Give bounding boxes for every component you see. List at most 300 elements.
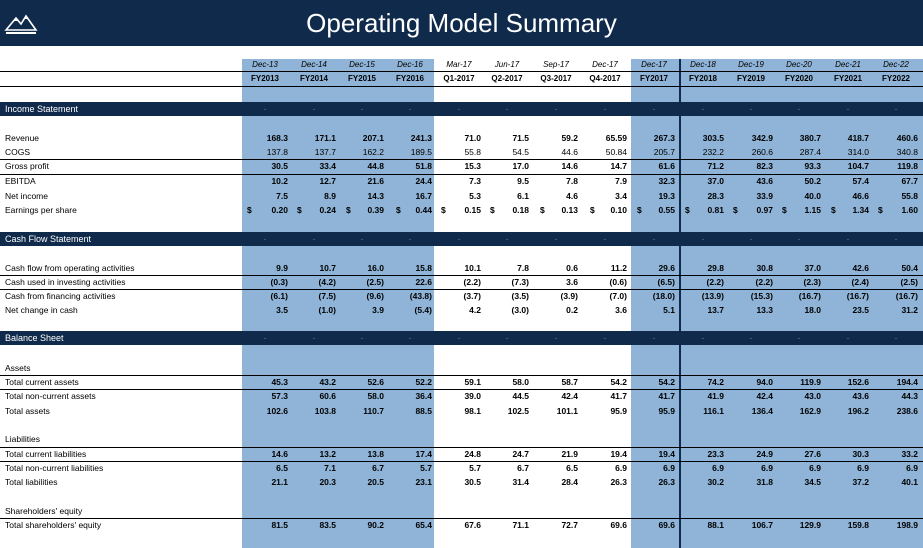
value-cell: (6.1) — [270, 291, 288, 301]
value-cell: 30.8 — [756, 263, 773, 273]
value-cell: 238.6 — [896, 406, 918, 416]
value-cell: 7.8 — [566, 176, 578, 186]
row-label: COGS — [5, 147, 31, 157]
column-date-header: Dec-16 — [397, 60, 423, 69]
band-placeholder: - — [457, 333, 461, 343]
value-cell: (0.6) — [609, 277, 627, 287]
value-cell: 7.8 — [517, 263, 529, 273]
value-cell: 18.0 — [804, 305, 821, 315]
column-period-header: FY2014 — [299, 74, 329, 83]
currency-symbol: $ — [685, 205, 690, 215]
value-cell: 30.5 — [271, 161, 288, 171]
band-placeholder: - — [894, 234, 898, 244]
value-cell: 30.5 — [464, 477, 481, 487]
value-cell: 27.6 — [804, 449, 821, 459]
row-divider — [0, 159, 923, 160]
section-title: Balance Sheet — [5, 333, 64, 343]
band-placeholder: - — [554, 333, 558, 343]
band-placeholder: - — [701, 333, 705, 343]
value-cell: 30.3 — [852, 449, 869, 459]
value-cell: 0.24 — [319, 205, 336, 215]
value-cell: 4.6 — [566, 191, 578, 201]
value-cell: (2.2) — [755, 277, 773, 287]
value-cell: 24.8 — [464, 449, 481, 459]
row-label: Net change in cash — [5, 305, 78, 315]
currency-symbol: $ — [346, 205, 351, 215]
row-divider — [0, 389, 923, 390]
value-cell: 171.1 — [314, 133, 336, 143]
band-placeholder: - — [894, 333, 898, 343]
value-cell: 3.6 — [566, 277, 578, 287]
band-placeholder: - — [652, 333, 656, 343]
value-cell: (0.3) — [270, 277, 288, 287]
value-cell: 6.9 — [906, 463, 918, 473]
band-placeholder: - — [894, 104, 898, 114]
value-cell: (2.2) — [706, 277, 724, 287]
value-cell: 101.1 — [556, 406, 578, 416]
value-cell: 30.2 — [707, 477, 724, 487]
value-cell: 41.9 — [707, 391, 724, 401]
value-cell: 207.1 — [362, 133, 384, 143]
section-band — [0, 102, 923, 116]
column-period-header: Q4-2017 — [589, 74, 621, 83]
column-date-header: Dec-20 — [786, 60, 812, 69]
value-cell: 28.4 — [561, 477, 578, 487]
group-heading: Liabilities — [5, 434, 40, 444]
value-cell: 23.5 — [852, 305, 869, 315]
value-cell: 0.39 — [367, 205, 384, 215]
column-period-header: FY2022 — [881, 74, 911, 83]
value-cell: 44.3 — [901, 391, 918, 401]
value-cell: 104.7 — [847, 161, 869, 171]
value-cell: 58.7 — [561, 377, 578, 387]
value-cell: (7.5) — [318, 291, 336, 301]
row-label: Total liabilities — [5, 477, 58, 487]
band-placeholder: - — [263, 333, 267, 343]
value-cell: 31.4 — [512, 477, 529, 487]
row-divider — [0, 174, 923, 175]
value-cell: 6.5 — [566, 463, 578, 473]
band-placeholder: - — [846, 234, 850, 244]
group-heading: Assets — [5, 363, 31, 373]
row-divider — [0, 289, 923, 290]
value-cell: (16.7) — [895, 291, 918, 301]
value-cell: 61.6 — [658, 161, 675, 171]
value-cell: 40.0 — [804, 191, 821, 201]
value-cell: 37.0 — [804, 263, 821, 273]
column-period-header: FY2019 — [736, 74, 766, 83]
value-cell: 95.9 — [658, 406, 675, 416]
value-cell: 69.6 — [610, 520, 627, 530]
value-cell: 194.4 — [896, 377, 918, 387]
band-placeholder: - — [505, 333, 509, 343]
value-cell: 55.8 — [464, 147, 481, 157]
band-placeholder: - — [554, 104, 558, 114]
band-placeholder: - — [457, 234, 461, 244]
value-cell: 17.4 — [415, 449, 432, 459]
value-cell: 6.9 — [615, 463, 627, 473]
value-cell: 3.6 — [615, 305, 627, 315]
column-period-header: FY2016 — [395, 74, 425, 83]
value-cell: (7.3) — [511, 277, 529, 287]
value-cell: 0.55 — [658, 205, 675, 215]
value-cell: 16.7 — [415, 191, 432, 201]
value-cell: 39.0 — [464, 391, 481, 401]
value-cell: 37.2 — [852, 477, 869, 487]
value-cell: 4.2 — [469, 305, 481, 315]
value-cell: 67.6 — [464, 520, 481, 530]
value-cell: 168.3 — [266, 133, 288, 143]
value-cell: 71.2 — [707, 161, 724, 171]
value-cell: 7.3 — [469, 176, 481, 186]
value-cell: 72.7 — [561, 520, 578, 530]
value-cell: (3.5) — [511, 291, 529, 301]
value-cell: 159.8 — [847, 520, 869, 530]
value-cell: 24.9 — [756, 449, 773, 459]
row-divider — [0, 461, 923, 462]
value-cell: 7.5 — [276, 191, 288, 201]
header-divider — [0, 86, 923, 87]
column-period-header: FY2017 — [639, 74, 669, 83]
value-cell: 418.7 — [847, 133, 869, 143]
value-cell: 0.81 — [707, 205, 724, 215]
value-cell: 59.1 — [464, 377, 481, 387]
currency-symbol: $ — [540, 205, 545, 215]
row-divider — [0, 375, 923, 376]
value-cell: (2.5) — [366, 277, 384, 287]
currency-symbol: $ — [247, 205, 252, 215]
value-cell: 71.5 — [512, 133, 529, 143]
value-cell: 71.0 — [464, 133, 481, 143]
value-cell: 57.4 — [852, 176, 869, 186]
row-label: Net income — [5, 191, 48, 201]
section-title: Income Statement — [5, 104, 79, 114]
value-cell: 12.7 — [319, 176, 336, 186]
value-cell: 32.3 — [658, 176, 675, 186]
value-cell: 0.10 — [610, 205, 627, 215]
value-cell: 29.6 — [658, 263, 675, 273]
value-cell: 19.3 — [658, 191, 675, 201]
value-cell: 241.3 — [410, 133, 432, 143]
row-label: Total shareholders' equity — [5, 520, 102, 530]
value-cell: 37.0 — [707, 176, 724, 186]
value-cell: 52.2 — [415, 377, 432, 387]
currency-symbol: $ — [782, 205, 787, 215]
value-cell: 13.7 — [707, 305, 724, 315]
value-cell: 44.8 — [367, 161, 384, 171]
value-cell: 13.3 — [756, 305, 773, 315]
value-cell: 20.3 — [319, 477, 336, 487]
band-placeholder: - — [797, 333, 801, 343]
value-cell: 0.44 — [415, 205, 432, 215]
value-cell: 36.4 — [415, 391, 432, 401]
value-cell: 65.4 — [415, 520, 432, 530]
value-cell: (5.4) — [414, 305, 432, 315]
value-cell: 3.5 — [276, 305, 288, 315]
band-placeholder: - — [701, 104, 705, 114]
row-label: Cash used in investing activities — [5, 277, 126, 287]
value-cell: 5.1 — [663, 305, 675, 315]
value-cell: 14.6 — [561, 161, 578, 171]
value-cell: (16.7) — [798, 291, 821, 301]
band-placeholder: - — [603, 234, 607, 244]
value-cell: 14.6 — [271, 449, 288, 459]
value-cell: 21.6 — [367, 176, 384, 186]
value-cell: 33.4 — [319, 161, 336, 171]
value-cell: 83.5 — [319, 520, 336, 530]
value-cell: 23.3 — [707, 449, 724, 459]
value-cell: 1.34 — [852, 205, 869, 215]
band-placeholder: - — [457, 104, 461, 114]
band-placeholder: - — [797, 234, 801, 244]
row-label: Earnings per share — [5, 205, 77, 215]
value-cell: (9.6) — [366, 291, 384, 301]
band-placeholder: - — [360, 333, 364, 343]
value-cell: 54.5 — [512, 147, 529, 157]
value-cell: 6.9 — [857, 463, 869, 473]
value-cell: 81.5 — [271, 520, 288, 530]
band-placeholder: - — [797, 104, 801, 114]
row-divider — [0, 518, 923, 519]
value-cell: 22.6 — [415, 277, 432, 287]
value-cell: 82.3 — [756, 161, 773, 171]
value-cell: 6.9 — [809, 463, 821, 473]
value-cell: (18.0) — [652, 291, 675, 301]
value-cell: 0.6 — [566, 263, 578, 273]
value-cell: 19.4 — [610, 449, 627, 459]
band-placeholder: - — [701, 234, 705, 244]
value-cell: 7.1 — [324, 463, 336, 473]
value-cell: (13.9) — [701, 291, 724, 301]
group-heading: Shareholders' equity — [5, 506, 83, 516]
value-cell: 58.0 — [367, 391, 384, 401]
value-cell: 287.4 — [799, 147, 821, 157]
column-date-header: Sep-17 — [543, 60, 569, 69]
value-cell: 44.5 — [512, 391, 529, 401]
value-cell: (16.7) — [846, 291, 869, 301]
value-cell: 65.59 — [605, 133, 627, 143]
value-cell: 267.3 — [653, 133, 675, 143]
value-cell: 340.8 — [896, 147, 918, 157]
title-bar — [0, 0, 923, 46]
value-cell: 98.1 — [464, 406, 481, 416]
currency-symbol: $ — [490, 205, 495, 215]
value-cell: 6.9 — [761, 463, 773, 473]
value-cell: 46.6 — [852, 191, 869, 201]
row-label: Revenue — [5, 133, 40, 143]
band-placeholder: - — [749, 104, 753, 114]
currency-symbol: $ — [297, 205, 302, 215]
band-placeholder: - — [505, 234, 509, 244]
value-cell: 31.2 — [901, 305, 918, 315]
value-cell: (4.2) — [318, 277, 336, 287]
value-cell: 42.4 — [756, 391, 773, 401]
band-placeholder: - — [263, 104, 267, 114]
band-placeholder: - — [652, 104, 656, 114]
column-date-header: Dec-22 — [883, 60, 909, 69]
value-cell: 95.9 — [610, 406, 627, 416]
band-placeholder: - — [505, 104, 509, 114]
value-cell: 6.9 — [663, 463, 675, 473]
row-label: EBITDA — [5, 176, 36, 186]
value-cell: 55.8 — [901, 191, 918, 201]
value-cell: 6.7 — [372, 463, 384, 473]
column-period-header: FY2018 — [688, 74, 718, 83]
value-cell: 5.3 — [469, 191, 481, 201]
value-cell: 102.6 — [266, 406, 288, 416]
band-placeholder: - — [360, 104, 364, 114]
value-cell: 10.7 — [319, 263, 336, 273]
value-cell: 103.8 — [314, 406, 336, 416]
value-cell: 11.2 — [610, 263, 627, 273]
column-period-header: FY2013 — [250, 74, 280, 83]
value-cell: 460.6 — [896, 133, 918, 143]
value-cell: 50.4 — [901, 263, 918, 273]
value-cell: 0.18 — [512, 205, 529, 215]
value-cell: (1.0) — [318, 305, 336, 315]
value-cell: (3.0) — [511, 305, 529, 315]
column-period-header: Q2-2017 — [491, 74, 523, 83]
value-cell: 116.1 — [703, 406, 724, 416]
value-cell: 26.3 — [658, 477, 675, 487]
value-cell: 0.13 — [561, 205, 578, 215]
currency-symbol: $ — [637, 205, 642, 215]
value-cell: 58.0 — [512, 377, 529, 387]
value-cell: 40.1 — [901, 477, 918, 487]
value-cell: 0.15 — [464, 205, 481, 215]
value-cell: 10.2 — [271, 176, 288, 186]
value-cell: 69.6 — [658, 520, 675, 530]
column-period-header: FY2020 — [784, 74, 814, 83]
band-placeholder: - — [360, 234, 364, 244]
band-placeholder: - — [603, 333, 607, 343]
value-cell: 6.5 — [276, 463, 288, 473]
value-cell: 28.3 — [707, 191, 724, 201]
value-cell: 52.6 — [367, 377, 384, 387]
row-label: Cash flow from operating activities — [5, 263, 135, 273]
value-cell: 13.2 — [319, 449, 336, 459]
value-cell: 43.0 — [804, 391, 821, 401]
value-cell: 67.7 — [901, 176, 918, 186]
value-cell: 314.0 — [847, 147, 869, 157]
value-cell: 102.5 — [507, 406, 529, 416]
value-cell: 162.2 — [362, 147, 384, 157]
section-band — [0, 232, 923, 246]
value-cell: (15.3) — [750, 291, 773, 301]
value-cell: 21.9 — [561, 449, 578, 459]
value-cell: (43.8) — [409, 291, 432, 301]
value-cell: 54.2 — [658, 377, 675, 387]
column-date-header: Dec-17 — [592, 60, 618, 69]
value-cell: 1.60 — [901, 205, 918, 215]
header-divider — [0, 71, 923, 72]
value-cell: 15.3 — [464, 161, 481, 171]
value-cell: 3.9 — [372, 305, 384, 315]
currency-symbol: $ — [878, 205, 883, 215]
band-placeholder: - — [749, 234, 753, 244]
currency-symbol: $ — [396, 205, 401, 215]
value-cell: 10.1 — [464, 263, 481, 273]
value-cell: 59.2 — [561, 133, 578, 143]
value-cell: (7.0) — [609, 291, 627, 301]
value-cell: 33.2 — [901, 449, 918, 459]
band-placeholder: - — [846, 104, 850, 114]
band-placeholder: - — [312, 104, 316, 114]
value-cell: 31.8 — [756, 477, 773, 487]
column-date-header: Dec-21 — [835, 60, 861, 69]
value-cell: 57.3 — [271, 391, 288, 401]
value-cell: 0.2 — [566, 305, 578, 315]
band-placeholder: - — [408, 234, 412, 244]
value-cell: 23.1 — [415, 477, 432, 487]
value-cell: 14.3 — [367, 191, 384, 201]
column-date-header: Dec-18 — [690, 60, 716, 69]
value-cell: 137.7 — [314, 147, 336, 157]
value-cell: 45.3 — [271, 377, 288, 387]
value-cell: 5.7 — [420, 463, 432, 473]
band-placeholder: - — [749, 333, 753, 343]
value-cell: 21.1 — [271, 477, 288, 487]
value-cell: 50.2 — [804, 176, 821, 186]
row-label: Cash from financing activities — [5, 291, 116, 301]
value-cell: 9.5 — [517, 176, 529, 186]
value-cell: 137.8 — [266, 147, 288, 157]
value-cell: 60.6 — [319, 391, 336, 401]
band-placeholder: - — [652, 234, 656, 244]
value-cell: 41.7 — [610, 391, 627, 401]
section-band — [0, 331, 923, 345]
value-cell: 43.6 — [756, 176, 773, 186]
value-cell: 13.8 — [367, 449, 384, 459]
value-cell: 152.6 — [847, 377, 869, 387]
value-cell: 6.1 — [517, 191, 529, 201]
value-cell: 43.2 — [319, 377, 336, 387]
value-cell: 42.4 — [561, 391, 578, 401]
value-cell: 8.9 — [324, 191, 336, 201]
value-cell: 41.7 — [658, 391, 675, 401]
column-date-header: Dec-19 — [738, 60, 764, 69]
column-period-header: Q3-2017 — [540, 74, 572, 83]
row-label: Total current assets — [5, 377, 79, 387]
band-placeholder: - — [312, 333, 316, 343]
value-cell: 17.0 — [512, 161, 529, 171]
value-cell: 198.9 — [896, 520, 918, 530]
band-placeholder: - — [408, 333, 412, 343]
row-label: Total assets — [5, 406, 50, 416]
row-label: Total current liabilities — [5, 449, 87, 459]
row-label: Gross profit — [5, 161, 49, 171]
value-cell: 51.8 — [415, 161, 432, 171]
value-cell: 50.84 — [605, 147, 627, 157]
value-cell: 232.2 — [702, 147, 724, 157]
band-placeholder: - — [846, 333, 850, 343]
value-cell: (2.3) — [803, 277, 821, 287]
column-period-header: FY2021 — [833, 74, 863, 83]
column-date-header: Dec-15 — [349, 60, 375, 69]
band-placeholder: - — [554, 234, 558, 244]
column-date-header: Dec-17 — [641, 60, 667, 69]
currency-symbol: $ — [441, 205, 446, 215]
column-date-header: Dec-13 — [252, 60, 278, 69]
value-cell: 42.6 — [852, 263, 869, 273]
value-cell: 106.7 — [751, 520, 773, 530]
value-cell: 34.5 — [804, 477, 821, 487]
value-cell: 26.3 — [610, 477, 627, 487]
value-cell: 43.6 — [852, 391, 869, 401]
band-placeholder: - — [408, 104, 412, 114]
value-cell: 196.2 — [847, 406, 869, 416]
band-placeholder: - — [603, 104, 607, 114]
